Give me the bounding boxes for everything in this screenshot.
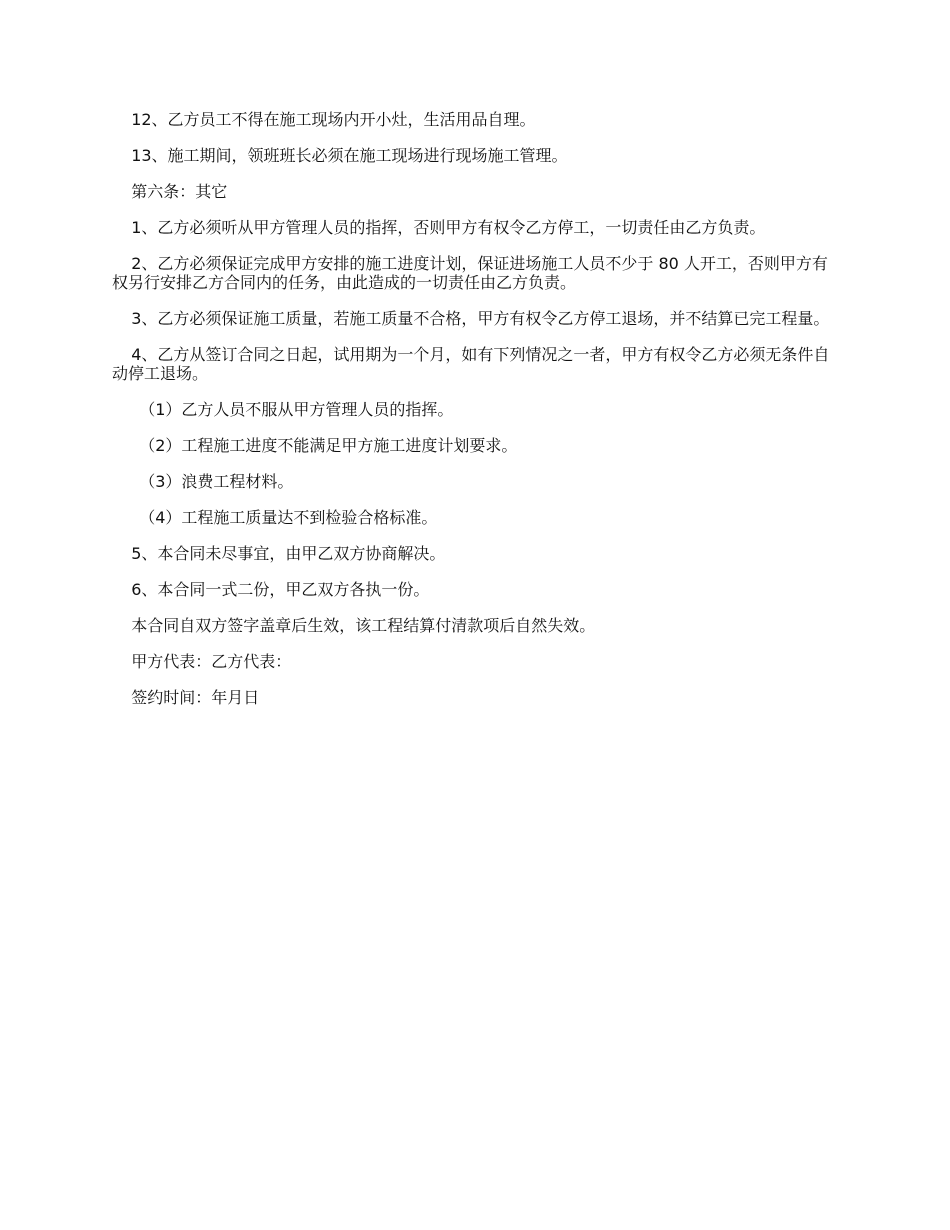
article-six-clause-1: 1、乙方必须听从甲方管理人员的指挥，否则甲方有权令乙方停工，一切责任由乙方负责。 [131,218,766,237]
article-six-clause-3: 3、乙方必须保证施工质量，若施工质量不合格，甲方有权令乙方停工退场，并不结算已完工程量。 [131,309,830,328]
condition-3: （3）浪费工程材料。 [139,472,294,491]
effective-clause: 本合同自双方签字盖章后生效，该工程结算付清款项后自然失效。 [131,616,596,635]
document-body [112,110,832,724]
condition-1: （1）乙方人员不服从甲方管理人员的指挥。 [139,400,454,419]
clause-13: 13、施工期间，领班班长必须在施工现场进行现场施工管理。 [131,146,568,165]
article-six-clause-5: 5、本合同未尽事宜，由甲乙双方协商解决。 [131,544,446,563]
article-six-heading: 第六条：其它 [131,182,228,201]
article-six-clause-6: 6、本合同一式二份，甲乙双方各执一份。 [131,580,430,599]
condition-2: （2）工程施工进度不能满足甲方施工进度计划要求。 [139,436,518,455]
article-six-clause-2: 2、乙方必须保证完成甲方安排的施工进度计划，保证进场施工人员不少于 80 人开工，否则甲方有权另行安排乙方合同内的任务，由此造成的一切责任由乙方负责。 [112,254,828,292]
signing-date-line: 签约时间：年月日 [131,688,260,707]
article-six-clause-4: 4、乙方从签订合同之日起，试用期为一个月，如有下列情况之一者，甲方有权令乙方必须无条件自动停工退场。 [112,345,830,383]
condition-4: （4）工程施工质量达不到检验合格标准。 [139,508,438,527]
representatives-line: 甲方代表：乙方代表： [131,652,292,671]
clause-12: 12、乙方员工不得在施工现场内开小灶，生活用品自理。 [131,110,536,129]
